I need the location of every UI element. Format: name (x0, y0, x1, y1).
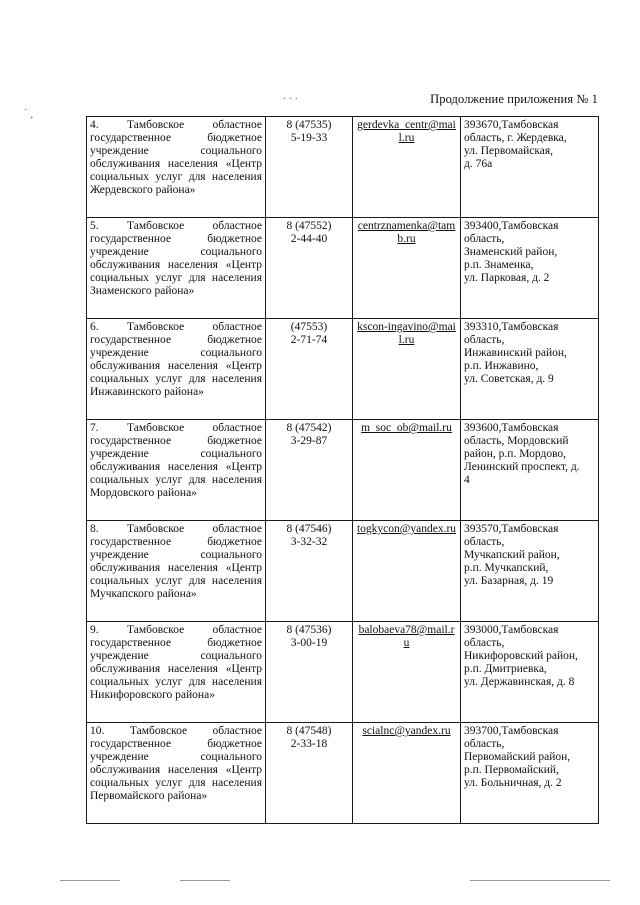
phone-line: 8 (47535) (286, 119, 332, 131)
phone-line: 2-71-74 (290, 334, 328, 346)
address-line: область, г. Жердевка, (464, 132, 567, 144)
phone-line: 8 (47536) (286, 624, 332, 636)
institution-address (461, 319, 599, 420)
table-row (87, 319, 599, 420)
institutions-table (86, 116, 599, 824)
address-line: 393400,Тамбовская (464, 220, 559, 232)
table-row (87, 117, 599, 218)
address-line: область, (464, 637, 505, 649)
table-row (87, 622, 599, 723)
address-line: 393310,Тамбовская (464, 321, 559, 333)
address-line: область, (464, 334, 505, 346)
institution-email-cell (353, 218, 461, 319)
institution-phone (266, 117, 353, 218)
institution-address (461, 521, 599, 622)
address-line: 393000,Тамбовская (464, 624, 559, 636)
institution-address (461, 117, 599, 218)
email-link[interactable]: kscon-ingavino@mail.ru (357, 321, 456, 346)
institution-name: 10. Тамбовское областное государственное бюджетное учреждение социального обслуживания населения «Центр социальных услуг для населения Первомайского района» (87, 723, 266, 824)
institution-phone (266, 521, 353, 622)
email-link[interactable]: centrznamenka@tamb.ru (357, 220, 456, 245)
address-line: р.п. Знаменка, (464, 259, 534, 271)
scan-artifact-footer (470, 880, 610, 881)
table-row (87, 218, 599, 319)
institution-address (461, 622, 599, 723)
phone-line: 2-33-18 (290, 738, 328, 750)
address-line: ул. Державинская, д. 8 (464, 676, 575, 688)
scan-artifact-footer (60, 880, 120, 881)
table-row (87, 723, 599, 824)
phone-line: 8 (47548) (286, 725, 332, 737)
institution-phone (266, 420, 353, 521)
address-line: 393670,Тамбовская (464, 119, 559, 131)
institution-name: 6. Тамбовское областное государственное бюджетное учреждение социального обслуживания населения «Центр социальных услуг для населения Инжавинского района» (87, 319, 266, 420)
address-line: Ленинский проспект, д. (464, 461, 580, 473)
phone-line: 8 (47552) (286, 220, 332, 232)
address-line: р.п. Дмитриевка, (464, 663, 547, 675)
institution-phone (266, 319, 353, 420)
email-link[interactable]: gerdevka_centr@mail.ru (357, 119, 456, 144)
address-line: Знаменский район, (464, 246, 558, 258)
institution-email-cell (353, 117, 461, 218)
institution-name: 8. Тамбовское областное государственное бюджетное учреждение социального обслуживания населения «Центр социальных услуг для населения Мучкапского района» (87, 521, 266, 622)
institutions-table-body (87, 117, 599, 824)
institution-phone (266, 218, 353, 319)
address-line: ул. Первомайская, (464, 145, 554, 157)
address-line: 393600,Тамбовская (464, 422, 559, 434)
institution-email-cell (353, 420, 461, 521)
address-line: р.п. Инжавино, (464, 360, 539, 372)
address-line: 393700,Тамбовская (464, 725, 559, 737)
address-line: р.п. Мучкапский, (464, 562, 549, 574)
phone-line: 3-32-32 (290, 536, 328, 548)
address-line: область, (464, 738, 505, 750)
address-line: ул. Больничная, д. 2 (464, 777, 562, 789)
institution-address (461, 723, 599, 824)
page-header-continuation: Продолжение приложения № 1 (430, 92, 598, 106)
scan-artifact: · · · (283, 94, 298, 105)
address-line: ул. Советская, д. 9 (464, 373, 554, 385)
email-link[interactable]: balobaeva78@mail.ru (358, 624, 455, 649)
address-line: 393570,Тамбовская (464, 523, 559, 535)
institution-email-cell (353, 319, 461, 420)
institution-email-cell (353, 622, 461, 723)
address-line: Мучкапский район, (464, 549, 560, 561)
institution-email-cell (353, 521, 461, 622)
scan-artifact-footer (180, 880, 230, 881)
email-link[interactable]: scialnc@yandex.ru (362, 725, 451, 737)
address-line: Никифоровский район, (464, 650, 578, 662)
phone-line: (47553) (290, 321, 328, 333)
phone-line: 2-44-40 (290, 233, 328, 245)
address-line: ул. Парковая, д. 2 (464, 272, 550, 284)
table-row (87, 420, 599, 521)
institution-address (461, 420, 599, 521)
address-line: район, р.п. Мордово, (464, 448, 567, 460)
phone-line: 3-29-87 (290, 435, 328, 447)
address-line: область, (464, 233, 505, 245)
institution-name: 4. Тамбовское областное государственное бюджетное учреждение социального обслуживания населения «Центр социальных услуг для населения Жердевского района» (87, 117, 266, 218)
address-line: 4 (464, 474, 470, 486)
phone-line: 3-00-19 (290, 637, 328, 649)
scan-artifact-left: ˙ ¸ (24, 108, 34, 119)
address-line: ул. Базарная, д. 19 (464, 575, 554, 587)
email-link[interactable]: togkycon@yandex.ru (356, 523, 457, 535)
institution-phone (266, 723, 353, 824)
phone-line: 8 (47546) (286, 523, 332, 535)
table-row (87, 521, 599, 622)
institution-address (461, 218, 599, 319)
institution-email-cell (353, 723, 461, 824)
address-line: Инжавинский район, (464, 347, 567, 359)
institution-name: 9. Тамбовское областное государственное бюджетное учреждение социального обслуживания населения «Центр социальных услуг для населения Никифоровского района» (87, 622, 266, 723)
address-line: д. 76а (464, 158, 493, 170)
address-line: Первомайский район, (464, 751, 571, 763)
phone-line: 5-19-33 (290, 132, 328, 144)
phone-line: 8 (47542) (286, 422, 332, 434)
institution-phone (266, 622, 353, 723)
institution-name: 5. Тамбовское областное государственное бюджетное учреждение социального обслуживания населения «Центр социальных услуг для населения Знаменского района» (87, 218, 266, 319)
address-line: область, Мордовский (464, 435, 569, 447)
address-line: р.п. Первомайский, (464, 764, 559, 776)
institution-name: 7. Тамбовское областное государственное бюджетное учреждение социального обслуживания населения «Центр социальных услуг для населения Мордовского района» (87, 420, 266, 521)
email-link[interactable]: m_soc_ob@mail.ru (361, 422, 452, 434)
address-line: область, (464, 536, 505, 548)
